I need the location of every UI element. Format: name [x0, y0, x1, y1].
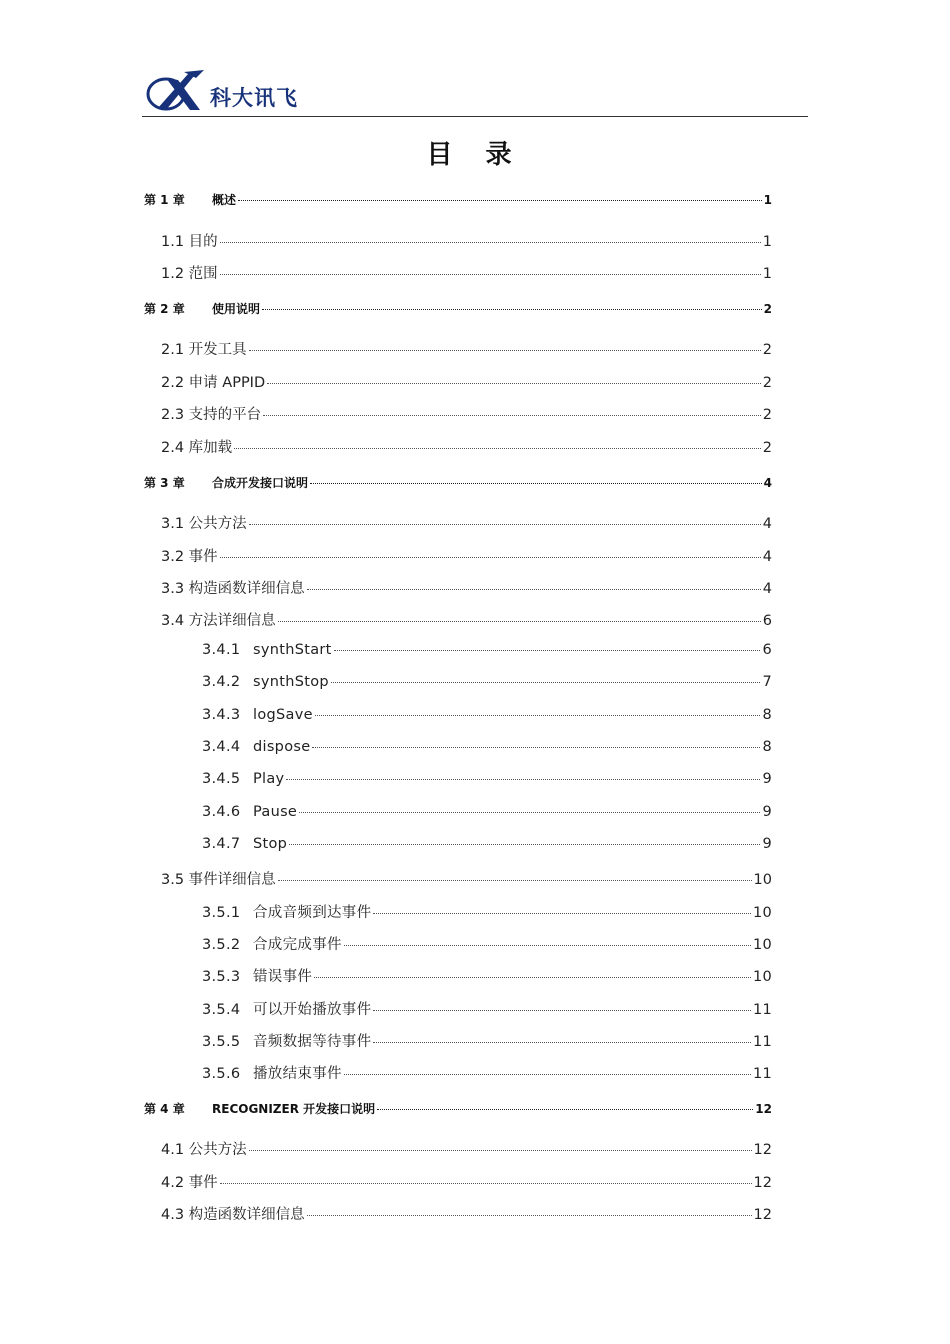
- dot-leader: [373, 913, 751, 914]
- dot-leader: [344, 1074, 751, 1075]
- toc-page-number: 2: [762, 342, 772, 358]
- toc-page-number: 4: [762, 549, 772, 565]
- toc-entry[interactable]: [144, 474, 772, 491]
- dot-leader: [267, 383, 761, 384]
- toc-page-number: 2: [763, 302, 772, 316]
- dot-leader: [334, 650, 761, 651]
- toc-entry-text: 概述: [212, 193, 237, 207]
- toc-entry-number: 3.4.5: [202, 771, 241, 787]
- toc-entry-title: [202, 707, 313, 723]
- toc-page-number: 12: [753, 1175, 772, 1191]
- toc-entry-title: [202, 836, 287, 852]
- toc-page-number: 11: [752, 1002, 772, 1018]
- toc-page-number: 7: [762, 674, 772, 690]
- toc-page-number: 10: [752, 937, 772, 953]
- toc-page-number: 12: [755, 1102, 772, 1116]
- toc-entry-title: [202, 739, 310, 755]
- toc-page-number: 2: [762, 407, 772, 423]
- toc-entry[interactable]: [202, 933, 772, 954]
- toc-page-number: 9: [762, 836, 772, 852]
- toc-entry[interactable]: [202, 1062, 772, 1083]
- toc-page-number: 6: [762, 613, 772, 629]
- toc-page-number: 10: [752, 905, 772, 921]
- toc-entry-title: [161, 1171, 218, 1192]
- dot-leader: [299, 812, 760, 813]
- toc-entry-number: 3.4.6: [202, 804, 241, 820]
- dot-leader: [315, 715, 761, 716]
- toc-entry-number: 3.5.5: [202, 1034, 241, 1050]
- toc-entry-text: 2.2 申请 APPID: [161, 375, 266, 391]
- toc-entry[interactable]: [161, 1138, 772, 1159]
- toc-entry[interactable]: [161, 436, 772, 457]
- toc-entry[interactable]: [161, 577, 772, 598]
- toc-entry-title: [202, 1030, 371, 1051]
- toc-entry-text: 4.3 构造函数详细信息: [161, 1207, 305, 1223]
- toc-entry-text: logSave: [253, 707, 313, 723]
- dot-leader: [249, 1150, 752, 1151]
- toc-entry-text: 合成完成事件: [253, 937, 342, 953]
- toc-entry[interactable]: [161, 230, 772, 251]
- toc-entry-text: 3.1 公共方法: [161, 516, 247, 532]
- toc-page-number: 10: [753, 872, 772, 888]
- toc-entry[interactable]: [202, 771, 772, 787]
- toc-page-number: 2: [762, 440, 772, 456]
- toc-entry[interactable]: [161, 609, 772, 630]
- toc-entry[interactable]: [161, 868, 772, 889]
- toc-entry-text: 4.2 事件: [161, 1175, 218, 1191]
- page-title: 目 录: [426, 140, 524, 170]
- dot-leader: [220, 1183, 752, 1184]
- dot-leader: [331, 682, 761, 683]
- dot-leader: [249, 350, 761, 351]
- toc-entry[interactable]: [144, 1100, 772, 1117]
- toc-entry-number: 3.5.6: [202, 1066, 241, 1082]
- dot-leader: [220, 557, 761, 558]
- toc-entry[interactable]: [161, 1203, 772, 1224]
- toc-entry[interactable]: [161, 403, 772, 424]
- toc-entry[interactable]: [161, 262, 772, 283]
- toc-entry-title: [202, 933, 342, 954]
- toc-entry-text: Pause: [253, 804, 298, 820]
- toc-entry-title: [144, 191, 236, 208]
- toc-entry[interactable]: [202, 674, 772, 690]
- toc-entry-text: 使用说明: [212, 302, 261, 316]
- toc-entry-text: 音频数据等待事件: [253, 1034, 372, 1050]
- toc-entry-title: [161, 262, 218, 283]
- toc-page-number: 12: [753, 1142, 772, 1158]
- toc-page-number: 12: [753, 1207, 772, 1223]
- toc-entry-title: [202, 804, 297, 820]
- toc-entry-title: [161, 1203, 305, 1224]
- toc-page-number: 8: [762, 707, 772, 723]
- toc-entry-title: [161, 403, 261, 424]
- toc-entry-text: synthStop: [253, 674, 329, 690]
- toc-page-number: 8: [762, 739, 772, 755]
- toc-entry-text: 3.3 构造函数详细信息: [161, 581, 305, 597]
- toc-page-number: 1: [762, 266, 772, 282]
- toc-entry-title: [202, 901, 371, 922]
- dot-leader: [373, 1010, 751, 1011]
- toc-entry-title: [144, 474, 308, 491]
- toc-entry-text: 1.1 目的: [161, 234, 218, 250]
- toc-entry[interactable]: [161, 1171, 772, 1192]
- toc-entry-text: 错误事件: [253, 969, 313, 985]
- toc-entry-number: 3.5.1: [202, 905, 241, 921]
- dot-leader: [286, 779, 760, 780]
- toc-entry-number: 3.5.2: [202, 937, 241, 953]
- toc-entry-title: [202, 674, 329, 690]
- toc-entry-number: 3.4.2: [202, 674, 241, 690]
- toc-entry[interactable]: [202, 707, 772, 723]
- toc-entry[interactable]: [202, 901, 772, 922]
- toc-entry-text: 2.4 库加载: [161, 440, 233, 456]
- dot-leader: [220, 274, 761, 275]
- dot-leader: [278, 621, 761, 622]
- dot-leader: [234, 448, 761, 449]
- toc-entry-text: 1.2 范围: [161, 266, 218, 282]
- dot-leader: [263, 415, 761, 416]
- toc-entry-text: 合成音频到达事件: [253, 905, 372, 921]
- toc-entry-title: [161, 371, 265, 392]
- toc-entry-title: [202, 965, 312, 986]
- toc-page-number: 4: [763, 476, 772, 490]
- toc-entry[interactable]: [161, 512, 772, 533]
- toc-entry-text: 2.3 支持的平台: [161, 407, 262, 423]
- toc-entry-title: [202, 642, 332, 658]
- toc-entry-text: synthStart: [253, 642, 332, 658]
- toc-entry[interactable]: [202, 1030, 772, 1051]
- dot-leader: [238, 200, 762, 201]
- toc-page-number: 6: [762, 642, 772, 658]
- toc-entry-text: RECOGNIZER 开发接口说明: [212, 1102, 376, 1116]
- toc-entry-number: 3.4.1: [202, 642, 241, 658]
- toc-page-number: 2: [762, 375, 772, 391]
- toc-entry[interactable]: [202, 804, 772, 820]
- toc-entry-title: [161, 868, 276, 889]
- toc-entry-text: Play: [253, 771, 285, 787]
- logo-text: 科大讯飞: [210, 86, 298, 110]
- toc-entry-title: [161, 436, 232, 457]
- toc-entry-text: 播放结束事件: [253, 1066, 342, 1082]
- toc-entry[interactable]: [202, 965, 772, 986]
- toc-entry-text: 3.2 事件: [161, 549, 218, 565]
- toc-entry-title: [144, 300, 260, 317]
- toc-entry-number: 第 3 章: [144, 476, 185, 490]
- toc-page-number: 4: [762, 581, 772, 597]
- dot-leader: [310, 483, 762, 484]
- toc-entry-number: 第 2 章: [144, 302, 185, 316]
- toc-entry[interactable]: [161, 338, 772, 359]
- toc-page-number: 11: [752, 1066, 772, 1082]
- toc-entry-number: 第 1 章: [144, 193, 185, 207]
- dot-leader: [312, 747, 760, 748]
- dot-leader: [289, 844, 760, 845]
- toc-entry-number: 3.5.4: [202, 1002, 241, 1018]
- toc-entry-title: [161, 577, 305, 598]
- toc-entry-title: [161, 512, 247, 533]
- toc-entry[interactable]: [202, 739, 772, 755]
- toc-page-number: 9: [762, 804, 772, 820]
- dot-leader: [249, 524, 761, 525]
- toc-entry-text: Stop: [253, 836, 288, 852]
- dot-leader: [314, 977, 751, 978]
- toc-entry[interactable]: [144, 191, 772, 208]
- toc-entry-text: 2.1 开发工具: [161, 342, 247, 358]
- toc-entry[interactable]: [202, 998, 772, 1019]
- toc-entry-text: 4.1 公共方法: [161, 1142, 247, 1158]
- toc-page-number: 4: [762, 516, 772, 532]
- toc-entry-title: [202, 998, 371, 1019]
- toc-entry-title: [161, 609, 276, 630]
- toc-entry-text: 3.4 方法详细信息: [161, 613, 276, 629]
- toc-entry-title: [202, 1062, 342, 1083]
- toc-entry[interactable]: [144, 300, 772, 317]
- dot-leader: [220, 242, 761, 243]
- toc-entry[interactable]: [202, 642, 772, 658]
- toc-entry-title: [161, 545, 218, 566]
- toc-entry-number: 第 4 章: [144, 1102, 185, 1116]
- iflytek-logo-icon: [144, 68, 208, 114]
- toc-entry-number: 3.4.4: [202, 739, 241, 755]
- toc-entry-text: 可以开始播放事件: [253, 1002, 372, 1018]
- dot-leader: [278, 880, 752, 881]
- toc-entry-text: dispose: [253, 739, 311, 755]
- toc-entry-number: 3.4.7: [202, 836, 241, 852]
- dot-leader: [377, 1109, 753, 1110]
- toc-entry-number: 3.5.3: [202, 969, 241, 985]
- toc-page-number: 11: [752, 1034, 772, 1050]
- toc-page-number: 1: [762, 234, 772, 250]
- toc-entry-title: [144, 1100, 375, 1117]
- toc-entry[interactable]: [161, 545, 772, 566]
- toc-entry-number: 3.4.3: [202, 707, 241, 723]
- toc-entry-text: 3.5 事件详细信息: [161, 872, 276, 888]
- toc-entry-title: [161, 230, 218, 251]
- dot-leader: [307, 1215, 752, 1216]
- dot-leader: [373, 1042, 751, 1043]
- toc-page-number: 9: [762, 771, 772, 787]
- page-header: [142, 62, 808, 117]
- toc-entry[interactable]: [202, 836, 772, 852]
- toc-entry[interactable]: [161, 371, 772, 392]
- toc-entry-text: 合成开发接口说明: [212, 476, 309, 490]
- toc-entry-title: [161, 338, 247, 359]
- dot-leader: [262, 309, 762, 310]
- dot-leader: [307, 589, 761, 590]
- dot-leader: [344, 945, 751, 946]
- toc-entry-title: [161, 1138, 247, 1159]
- toc-page-number: 1: [763, 193, 772, 207]
- toc-page-number: 10: [752, 969, 772, 985]
- toc-entry-title: [202, 771, 284, 787]
